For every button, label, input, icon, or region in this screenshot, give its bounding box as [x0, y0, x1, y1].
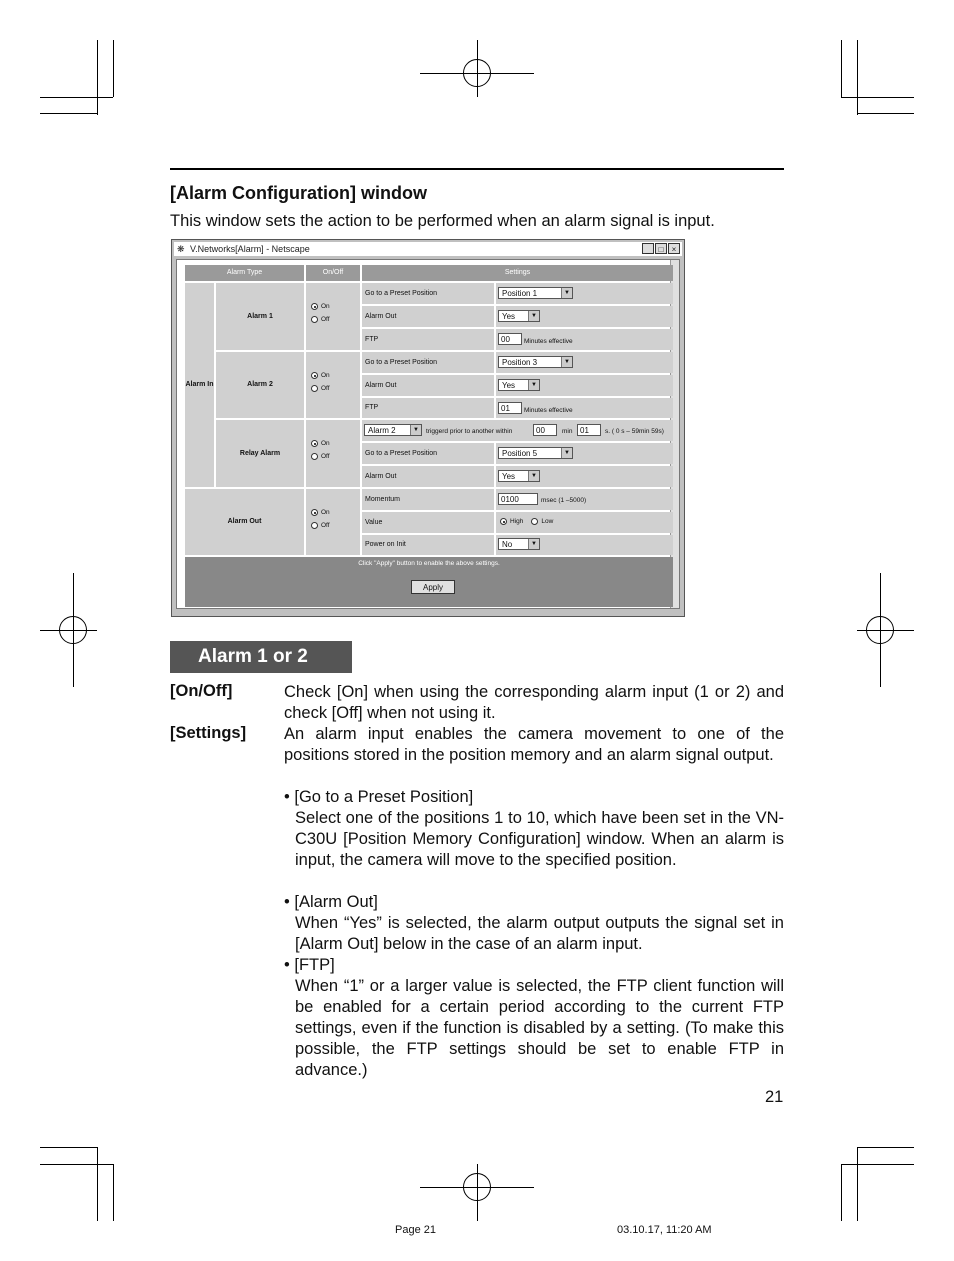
settings-term: [Settings]: [170, 724, 247, 742]
alarm-out-off-radio[interactable]: Off: [311, 522, 360, 529]
momentum-input[interactable]: 0100: [498, 493, 538, 505]
relay-trigger-text: triggerd prior to another within: [426, 428, 513, 435]
window-content: [176, 259, 680, 609]
netscape-icon: ❋: [177, 244, 185, 254]
relay-preset-label: Go to a Preset Position: [362, 443, 494, 464]
alarm1-ftp-label: FTP: [362, 329, 494, 350]
alarm1-label: Alarm 1: [216, 283, 304, 350]
alarm2-alarm-out-select[interactable]: Yes ▼: [498, 379, 540, 391]
alarm-out-onoff: [306, 489, 360, 555]
alarm-out-label: Alarm Out: [185, 489, 304, 555]
relay-off-radio[interactable]: Off: [311, 453, 360, 460]
alarm1-preset-label: Go to a Preset Position: [362, 283, 494, 304]
relay-onoff: [306, 420, 360, 487]
alarm2-on-radio[interactable]: On: [311, 372, 360, 379]
bullet-alarm-out-title: • [Alarm Out]: [284, 893, 378, 911]
alarm1-ftp-input[interactable]: 00: [498, 333, 522, 345]
alarm2-preset-select[interactable]: Position 3 ▼: [498, 356, 573, 368]
alarm-in-group-label: Alarm In: [185, 283, 214, 487]
alarm2-ftp-input[interactable]: 01: [498, 402, 522, 414]
bullet-ftp-title: • [FTP]: [284, 956, 335, 974]
alarm2-preset-label: Go to a Preset Position: [362, 352, 494, 373]
print-footer-right: 03.10.17, 11:20 AM: [617, 1224, 712, 1236]
relay-min-unit: min: [562, 428, 573, 435]
low-label: Low: [541, 518, 554, 525]
on-off-description: Check [On] when using the corresponding alarm input (1 or 2) and check [Off] when not using it.: [284, 683, 784, 722]
relay-on-radio[interactable]: On: [311, 440, 360, 447]
power-on-init-select[interactable]: No ▼: [498, 538, 540, 550]
apply-area: [185, 557, 673, 607]
relay-alarm-label: Relay Alarm: [216, 420, 304, 487]
relay-trigger-select[interactable]: Alarm 2 ▼: [364, 424, 422, 436]
alarm2-label: Alarm 2: [216, 352, 304, 418]
high-radio[interactable]: [500, 518, 507, 525]
alarm1-ftp-unit: Minutes effective: [524, 338, 573, 345]
alarm-config-window: [171, 239, 685, 617]
momentum-unit: msec (1 –5000): [541, 497, 587, 504]
close-button[interactable]: ×: [668, 243, 680, 254]
bullet-ftp-text: When “1” or a larger value is selected, the FTP client function will be enabled for a certain period according to the current FTP settings, even if the function is disabled by a setting. (To make this possible, the FTP settings should be set to enable FTP in advance.): [295, 977, 784, 1079]
apply-note: Click "Apply" button to enable the above settings.: [358, 560, 500, 567]
alarm2-onoff: [306, 352, 360, 418]
relay-preset-select[interactable]: Position 5 ▼: [498, 447, 573, 459]
low-radio[interactable]: [531, 518, 538, 525]
bullet-preset-title: • [Go to a Preset Position]: [284, 788, 474, 806]
relay-sec-unit: s. ( 0 s – 59min 59s): [605, 428, 664, 435]
alarm1-onoff: [306, 283, 360, 350]
header-on-off: On/Off: [306, 265, 360, 281]
high-label: High: [510, 518, 524, 525]
value-label: Value: [362, 512, 494, 533]
maximize-button[interactable]: □: [655, 243, 667, 254]
relay-sec-input[interactable]: 01: [577, 424, 601, 436]
bullet-preset-text: Select one of the positions 1 to 10, which have been set in the VN-C30U [Position Memory Configuration] window. When an alarm is input, the camera will move to the specified position.: [295, 809, 784, 869]
relay-alarm-out-select[interactable]: Yes ▼: [498, 470, 540, 482]
alarm2-ftp-label: FTP: [362, 398, 494, 418]
relay-min-input[interactable]: 00: [533, 424, 557, 436]
print-footer-left: Page 21: [395, 1224, 436, 1236]
alarm-out-on-radio[interactable]: On: [311, 509, 360, 516]
page-number: 21: [765, 1088, 784, 1106]
bullet-alarm-out-text: When “Yes” is selected, the alarm output outputs the signal set in [Alarm Out] below in the case of an alarm input.: [295, 914, 784, 953]
alarm1-on-radio[interactable]: On: [311, 303, 360, 310]
alarm2-ftp-unit: Minutes effective: [524, 407, 573, 414]
power-on-init-label: Power on Init: [362, 535, 494, 555]
header-settings: Settings: [362, 265, 673, 281]
section-intro: This window sets the action to be performed when an alarm signal is input.: [170, 212, 715, 230]
alarm1-preset-select[interactable]: Position 1 ▼: [498, 287, 573, 299]
minimize-button[interactable]: _: [642, 243, 654, 254]
window-titlebar: [174, 242, 682, 256]
section-title: [Alarm Configuration] window: [170, 183, 427, 203]
momentum-label: Momentum: [362, 489, 494, 510]
apply-button[interactable]: Apply: [411, 580, 455, 594]
header-rule: [170, 168, 784, 170]
alarm2-off-radio[interactable]: Off: [311, 385, 360, 392]
settings-description: An alarm input enables the camera movement to one of the positions stored in the position memory and an alarm signal output.: [284, 725, 784, 764]
alarm-1-or-2-heading: Alarm 1 or 2: [170, 641, 352, 673]
header-alarm-type: Alarm Type: [185, 265, 304, 281]
window-title: V.Networks[Alarm] - Netscape: [190, 244, 310, 254]
alarm1-alarm-out-label: Alarm Out: [362, 306, 494, 327]
alarm1-off-radio[interactable]: Off: [311, 316, 360, 323]
on-off-term: [On/Off]: [170, 682, 233, 700]
alarm2-alarm-out-label: Alarm Out: [362, 375, 494, 396]
alarm1-alarm-out-select[interactable]: Yes ▼: [498, 310, 540, 322]
relay-alarm-out-label: Alarm Out: [362, 466, 494, 487]
